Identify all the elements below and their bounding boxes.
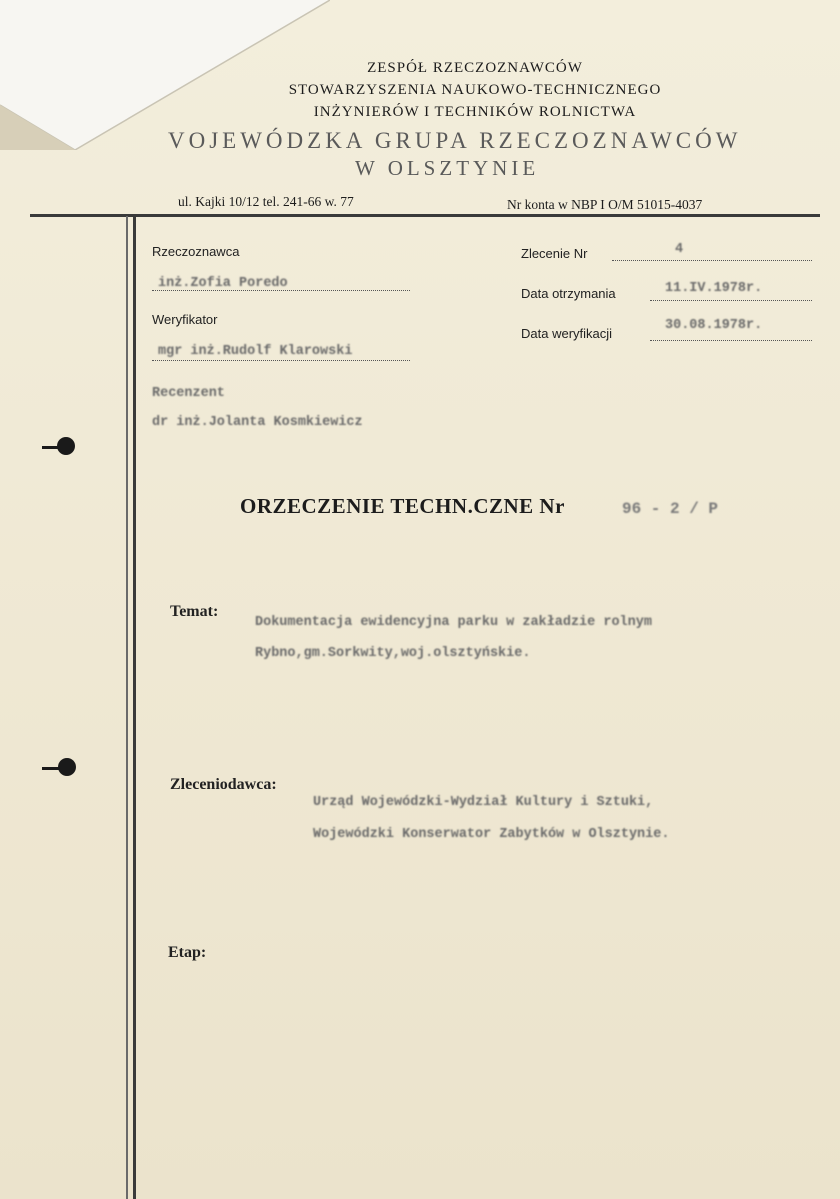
expert-value: inż.Zofia Poredo xyxy=(158,276,288,291)
verified-label: Data weryfikacji xyxy=(521,326,613,341)
stamp-line-1: VOJEWÓDZKA GRUPA RZECZOZNAWCÓW xyxy=(168,128,742,153)
document-number: 96 - 2 / P xyxy=(622,500,719,518)
topic-label: Temat: xyxy=(170,603,219,620)
verifier-value: mgr inż.Rudolf Klarowski xyxy=(158,344,353,359)
client-line-1: Urząd Wojewódzki-Wydział Kultury i Sztuki, xyxy=(313,795,654,810)
document-title: ORZECZENIE TECHN.CZNE Nr xyxy=(240,494,565,518)
expert-label: Rzeczoznawca xyxy=(152,244,240,259)
order-label: Zlecenie Nr xyxy=(521,246,588,261)
header-line-3: INŻYNIERÓW I TECHNIKÓW ROLNICTWA xyxy=(313,104,637,120)
reviewer-label: Recenzent xyxy=(152,386,225,401)
verified-dotted-line xyxy=(650,339,812,341)
punch-hole-top xyxy=(57,437,75,455)
margin-line-outer xyxy=(126,216,128,1199)
reviewer-value: dr inż.Jolanta Kosmkiewicz xyxy=(152,415,363,430)
header-rule xyxy=(30,214,820,217)
received-dotted-line xyxy=(650,299,812,301)
bank-account: Nr konta w NBP I O/M 51015-4037 xyxy=(507,197,703,212)
received-value: 11.IV.1978r. xyxy=(665,281,763,296)
order-dotted-line xyxy=(612,259,812,261)
header-line-1: ZESPÓŁ RZECZOZNAWCÓW xyxy=(367,60,583,76)
margin-line xyxy=(133,216,136,1199)
stage-label: Etap: xyxy=(168,944,207,961)
topic-line-2: Rybno,gm.Sorkwity,woj.olsztyńskie. xyxy=(255,646,531,661)
verified-value: 30.08.1978r. xyxy=(665,318,763,333)
address-line: ul. Kajki 10/12 tel. 241-66 w. 77 xyxy=(178,194,354,209)
received-label: Data otrzymania xyxy=(521,286,616,301)
order-value: 4 xyxy=(675,242,684,257)
expert-dotted-line xyxy=(152,289,410,291)
verifier-label: Weryfikator xyxy=(152,312,218,327)
stamp-line-2: W OLSZTYNIE xyxy=(355,156,540,180)
client-label: Zleceniodawca: xyxy=(170,776,277,793)
header-line-2: STOWARZYSZENIA NAUKOWO-TECHNICZNEGO xyxy=(288,82,662,98)
punch-hole-bottom xyxy=(58,758,76,776)
client-line-2: Wojewódzki Konserwator Zabytków w Olsztynie. xyxy=(313,827,670,842)
verifier-dotted-line xyxy=(152,359,410,361)
topic-line-1: Dokumentacja ewidencyjna parku w zakładzie rolnym xyxy=(255,615,652,630)
